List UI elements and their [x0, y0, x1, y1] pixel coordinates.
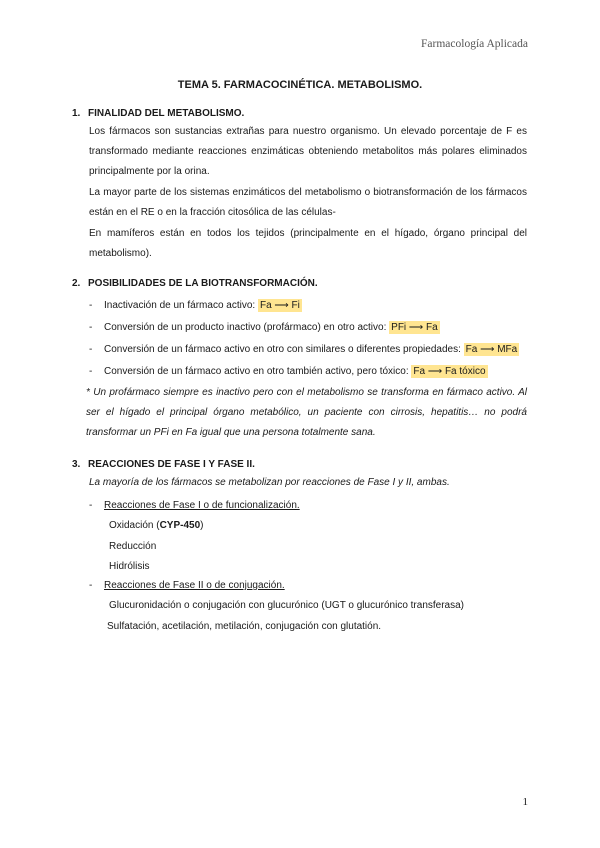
section-1-paragraph-2: La mayor parte de los sistemas enzimáticos del metabolismo o biotransformación de los fármacos están en el RE o en la fracción citosólica de las células- — [89, 187, 527, 219]
section-3-number: 3. — [72, 459, 81, 470]
highlighted-formula: Fa ⟶ MFa — [465, 344, 518, 355]
cyp450-label: CYP-450 — [159, 520, 201, 531]
list-item — [89, 322, 440, 333]
list-item-text: Conversión de un fármaco activo en otro con similares o diferentes propiedades: — [104, 344, 464, 355]
phase-1-title: Reacciones de Fase I o de funcionalización. — [104, 500, 300, 511]
section-1-number: 1. — [72, 108, 81, 119]
list-item-text: Inactivación de un fármaco activo: — [104, 300, 258, 311]
section-1-title: FINALIDAD DEL METABOLISMO. — [88, 108, 245, 119]
bullet-dash: - — [89, 366, 93, 377]
section-1-heading — [72, 108, 244, 119]
list-item-text: Conversión de un fármaco activo en otro también activo, pero tóxico: — [104, 366, 412, 377]
bullet-dash: - — [89, 322, 93, 333]
list-item — [89, 500, 300, 511]
list-item — [89, 344, 519, 355]
section-2-number: 2. — [72, 278, 81, 289]
bullet-dash: - — [89, 300, 93, 311]
bullet-dash: - — [89, 500, 93, 511]
list-item-text: Conversión de un producto inactivo (profármaco) en otro activo: — [104, 322, 390, 333]
list-item — [89, 580, 285, 591]
oxidation-close: ) — [200, 520, 204, 531]
oxidation-text: Oxidación ( — [109, 520, 160, 531]
section-1-paragraph-1: Los fármacos son sustancias extrañas para nuestro organismo. Un elevado porcentaje de F es transformado mediante reacciones enzimáticas obteniendo metabolitos más polares eliminados principalmente por la orina. — [89, 126, 527, 178]
list-item — [89, 300, 302, 311]
section-2-title: POSIBILIDADES DE LA BIOTRANSFORMACIÓN. — [88, 278, 318, 289]
phase-1-item-hydrolysis: Hidrólisis — [109, 561, 150, 572]
phase-1-item-oxidation — [109, 520, 204, 531]
highlighted-formula: PFi ⟶ Fa — [391, 322, 438, 333]
section-2-heading — [72, 278, 318, 289]
highlighted-formula: Fa ⟶ Fa tóxico — [413, 366, 486, 377]
section-1-paragraph-3: En mamíferos están en todos los tejidos (principalmente en el hígado, órgano principal del metabolismo). — [89, 228, 527, 260]
page-header: Farmacología Aplicada — [421, 38, 528, 50]
section-3-heading — [72, 459, 255, 470]
bullet-dash: - — [89, 580, 93, 591]
phase-2-item: Sulfatación, acetilación, metilación, conjugación con glutatión. — [107, 621, 382, 632]
phase-1-item-reduction: Reducción — [109, 541, 157, 552]
phase-2-title: Reacciones de Fase II o de conjugación. — [104, 580, 285, 591]
section-2-note: * Un profármaco siempre es inactivo pero con el metabolismo se transforma en fármaco activo. Al ser el hígado el principal órgano metabólico, un paciente con cirrosis, hepatitis… no podrá transformar un PFi en Fa igual que una persona totalmente sana. — [86, 387, 527, 439]
page-number: 1 — [522, 796, 528, 808]
list-item — [89, 366, 488, 377]
highlighted-formula: Fa ⟶ Fi — [259, 300, 300, 311]
document-title: TEMA 5. FARMACOCINÉTICA. METABOLISMO. — [177, 79, 423, 91]
section-3-intro: La mayoría de los fármacos se metabolizan por reacciones de Fase I y II, ambas. — [89, 477, 450, 488]
phase-2-item: Glucuronidación o conjugación con glucurónico (UGT o glucurónico transferasa) — [109, 600, 465, 611]
bullet-dash: - — [89, 344, 93, 355]
section-3-title: REACCIONES DE FASE I Y FASE II. — [88, 459, 255, 470]
